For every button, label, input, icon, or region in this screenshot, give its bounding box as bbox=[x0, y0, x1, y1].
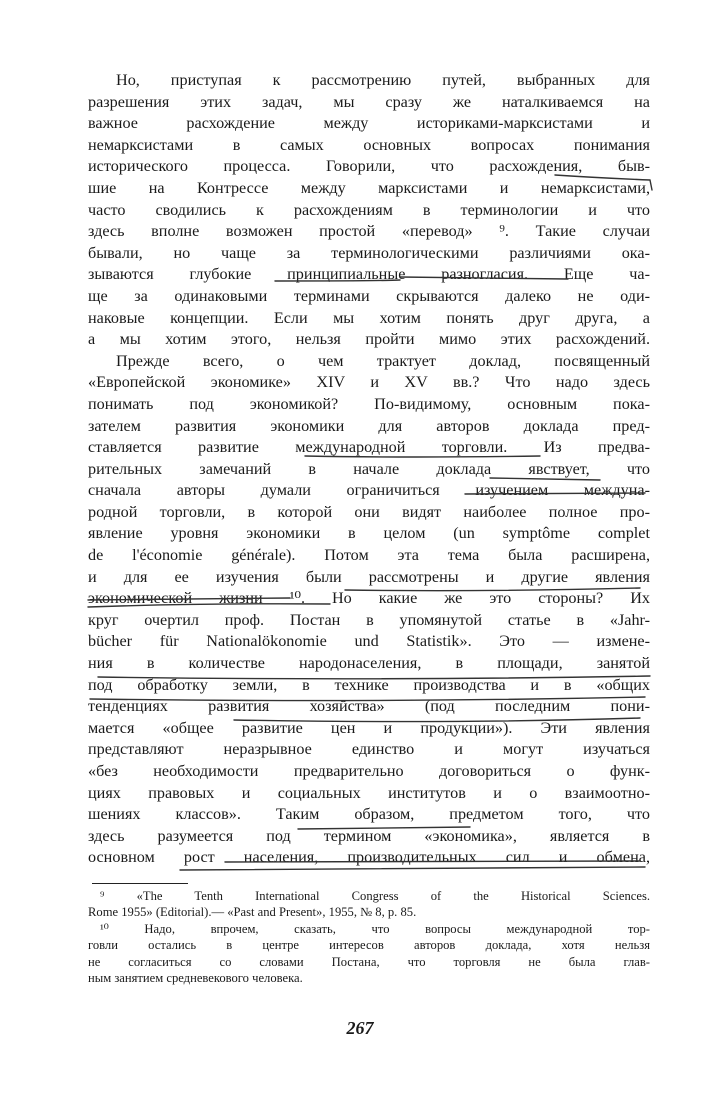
text-line: ния в количестве народонаселения, в площади, занятой bbox=[88, 654, 650, 673]
text-line: экономической жизни ¹⁰. Но какие же это стороны? Их bbox=[88, 589, 650, 608]
footnote-line: ⁹ «The Tenth International Congress of the Historical Sciences. bbox=[100, 889, 650, 903]
footnote-line: говли остались в центре интересов авторов доклада, хотя нельзя bbox=[88, 938, 650, 953]
text-line: Но, приступая к рассмотрению путей, выбранных для bbox=[116, 71, 650, 89]
text-line: исторического процесса. Говорили, что расхождения, быв- bbox=[88, 157, 650, 176]
text-line: важное расхождение между историками-марксистами и bbox=[88, 114, 650, 133]
text-line: здесь разумеется под термином «экономика», является в bbox=[88, 826, 650, 845]
text-line: «Европейской экономике» XIV и XV вв.? Что надо здесь bbox=[88, 373, 650, 392]
footnote bbox=[88, 921, 650, 987]
paragraph bbox=[88, 351, 650, 869]
text-line: сначала авторы думали ограничиться изучением междуна- bbox=[88, 481, 650, 500]
footnote bbox=[88, 888, 650, 921]
text-line: зателем развития экономики для авторов доклада пред- bbox=[88, 416, 650, 435]
text-line: представляют неразрывное единство и могут изучаться bbox=[88, 740, 650, 759]
footnotes bbox=[88, 888, 650, 986]
text-line: зываются глубокие принципиальные разногласия. Еще ча- bbox=[88, 265, 650, 284]
footnote-rule bbox=[92, 883, 188, 884]
text-line: ставляется развитие международной торговли. Из предва- bbox=[88, 438, 650, 457]
text-line: явление уровня экономики в целом (un symptôme complet bbox=[88, 524, 650, 543]
text-line: основном рост населения, производительных сил и обмена, bbox=[88, 848, 650, 867]
text-line: бывали, но чаще за терминологическими различиями ока- bbox=[88, 243, 650, 262]
footnote-line: ¹⁰ Надо, впрочем, сказать, что вопросы международной тор- bbox=[100, 921, 650, 936]
text-line: рительных замечаний в начале доклада явствует, что bbox=[88, 459, 650, 478]
text-line: часто сводились к расхождениям в терминологии и что bbox=[88, 200, 650, 219]
text-line: наковые концепции. Если мы хотим понять друг друга, а bbox=[88, 308, 650, 327]
main-text bbox=[88, 70, 650, 869]
text-line: «без необходимости предварительно договориться о функ- bbox=[88, 762, 650, 780]
text-line: под обработку земли, в технике производства и в «общих bbox=[88, 675, 650, 694]
text-line: шениях классов». Таким образом, предметом того, что bbox=[88, 805, 650, 824]
text-line: а мы хотим этого, нельзя пройти мимо этих расхождений. bbox=[88, 330, 650, 349]
text-line: здесь вполне возможен простой «перевод» ⁹. Такие случаи bbox=[88, 222, 650, 241]
page-number: 267 bbox=[346, 1018, 374, 1038]
footnote-line: Rome 1955» (Editorial).— «Past and Present», 1955, № 8, p. 85. bbox=[88, 905, 417, 920]
text-line: циях правовых и социальных институтов и о взаимоотно- bbox=[88, 783, 650, 802]
text-line: Прежде всего, о чем трактует доклад, посвященный bbox=[116, 351, 650, 370]
text-line: de l'économie générale). Потом эта тема была расширена, bbox=[88, 546, 650, 565]
text-line: шие на Контрессе между марксистами и немарксистами, bbox=[88, 178, 650, 197]
text-line: мается «общее развитие цен и продукции»). Эти явления bbox=[88, 718, 650, 737]
text-line: разрешения этих задач, мы сразу же наталкиваемся на bbox=[88, 92, 650, 111]
text-line: ще за одинаковыми терминами скрываются далеко не оди- bbox=[88, 286, 650, 305]
text-line: тенденциях развития хозяйства» (под последним пони- bbox=[88, 697, 650, 716]
text-line: и для ее изучения были рассмотрены и другие явления bbox=[88, 567, 650, 586]
footnote-line: не согласиться со словами Постана, что торговля не была глав- bbox=[88, 954, 650, 969]
text-line: родной торговли, в которой они видят наиболее полное про- bbox=[88, 502, 650, 521]
text-line: круг очертил проф. Постан в упомянутой статье в «Jahr- bbox=[88, 610, 650, 629]
text-line: немарксистами в самых основных вопросах понимания bbox=[88, 135, 650, 154]
text-line: понимать под экономикой? По-видимому, основным пока- bbox=[88, 394, 650, 413]
paragraph bbox=[88, 70, 650, 351]
footnote-line: ным занятием средневекового человека. bbox=[88, 970, 303, 985]
text-line: bücher für Nationalökonomie und Statistik». Это — измене- bbox=[88, 632, 650, 651]
